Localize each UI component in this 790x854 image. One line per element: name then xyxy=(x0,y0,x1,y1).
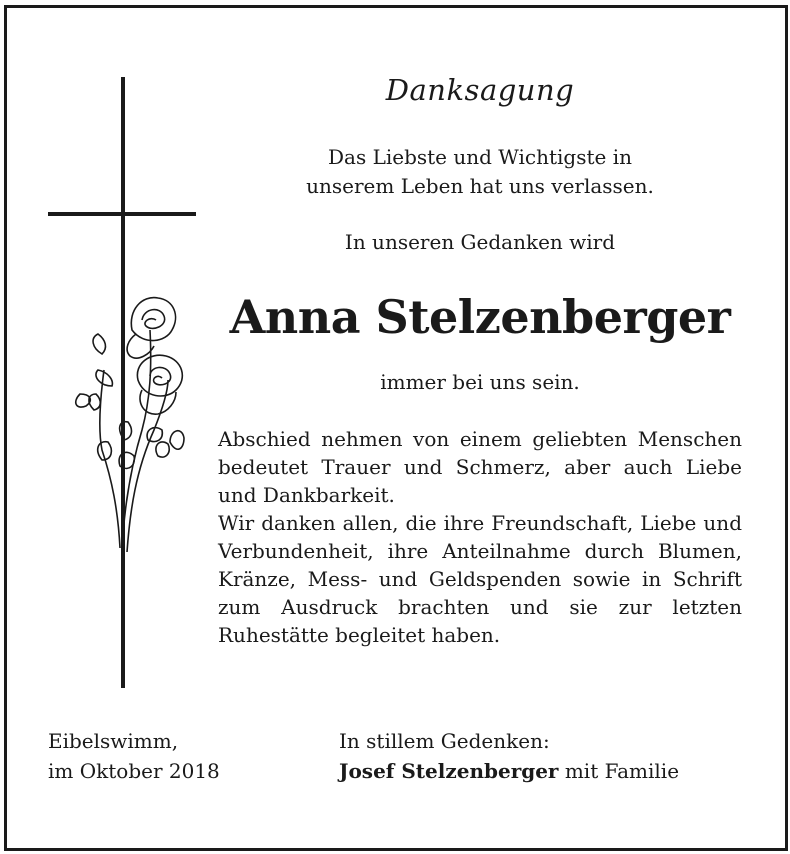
place-date xyxy=(48,726,220,786)
intro-line-1: Das Liebste und Wichtigste in xyxy=(327,145,632,169)
signer-name: Josef Stelzenberger xyxy=(339,759,559,783)
place: Eibelswimm, xyxy=(48,729,179,753)
intro-text xyxy=(218,143,742,201)
signer-line xyxy=(339,756,679,786)
paragraph-1: Abschied nehmen von einem geliebten Menschen bedeutet Trauer und Schmerz, aber auch Liebe und Dankbarkeit. xyxy=(218,427,742,507)
body-text xyxy=(218,425,742,649)
closing-line: In stillem Gedenken: xyxy=(339,729,550,753)
roses-icon xyxy=(72,290,192,560)
signature-block xyxy=(339,726,679,786)
heading: Danksagung xyxy=(385,73,575,107)
intro-line-3: In unseren Gedanken wird xyxy=(344,230,616,254)
deceased-name: Anna Stelzenberger xyxy=(229,290,731,344)
paragraph-2: Wir danken allen, die ihre Freundschaft, Liebe und Verbundenheit, ihre Anteilnahme durch Blumen, Kränze, Mess- und Geldspenden sowie in Schrift zum Ausdruck brachten und sie zur letzten Ruhestätte begleitet haben. xyxy=(218,511,742,647)
date: im Oktober 2018 xyxy=(48,759,220,783)
cross-icon-bar xyxy=(48,212,196,216)
intro-line-2: unserem Leben hat uns verlassen. xyxy=(306,174,654,198)
signer-suffix: mit Familie xyxy=(558,759,680,783)
after-name-text: immer bei uns sein. xyxy=(380,370,580,394)
